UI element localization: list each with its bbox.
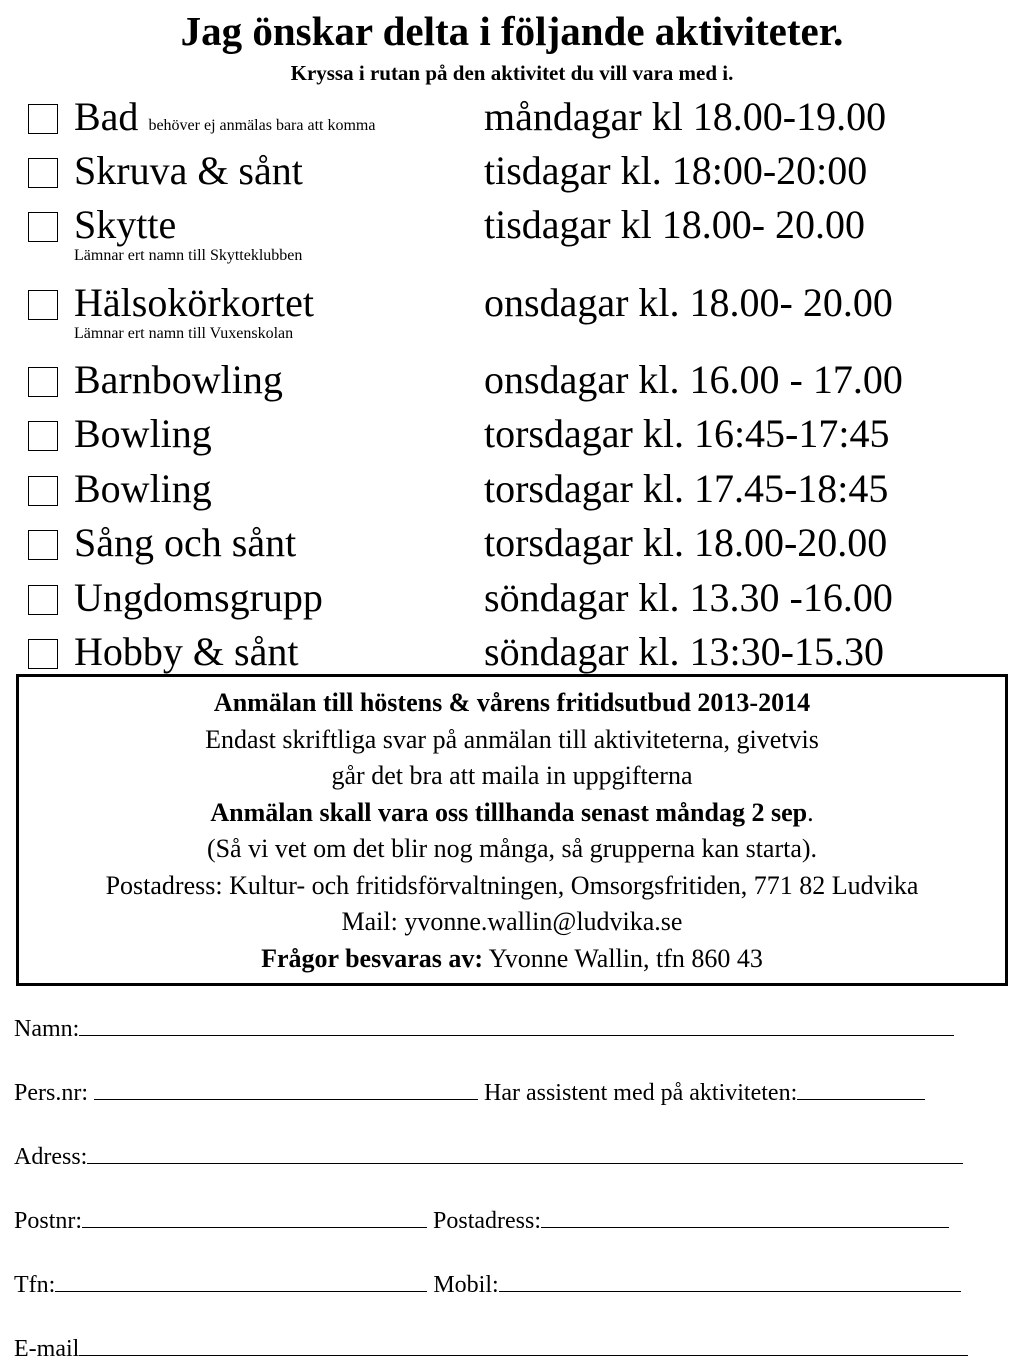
activity-name: Hobby & sånt — [74, 629, 299, 674]
activity-row-hobby — [28, 627, 1018, 677]
assistant-label: Har assistent med på aktiviteten: — [478, 1080, 798, 1106]
checkbox-halsokorkortet[interactable] — [28, 290, 58, 320]
activity-time: torsdagar kl. 16:45-17:45 — [484, 411, 890, 456]
email-field[interactable] — [79, 1333, 968, 1356]
postnr-label: Postnr: — [14, 1208, 83, 1234]
checkbox-bowling-1[interactable] — [28, 421, 58, 451]
name-field[interactable] — [79, 1013, 954, 1036]
info-deadline: Anmälan skall vara oss tillhanda senast måndag 2 sep. — [210, 797, 814, 827]
activity-name: Bowling — [74, 411, 212, 456]
activity-name: Sång och sånt — [74, 520, 297, 565]
page-title: Jag önskar delta i följande aktiviteter. — [180, 8, 844, 54]
activity-row-skytte — [28, 200, 1018, 264]
activity-name: Skytte — [74, 202, 177, 247]
activity-row-bowling-2 — [28, 464, 1018, 514]
info-mail: Mail: yvonne.wallin@ludvika.se — [341, 907, 683, 936]
info-questions: Frågor besvaras av: Yvonne Wallin, tfn 860 43 — [261, 943, 763, 973]
info-line-3: (Så vi vet om det blir nog många, så grupperna kan starta). — [206, 834, 818, 863]
phone-field[interactable] — [55, 1269, 427, 1292]
activity-name: Barnbowling — [74, 357, 283, 402]
info-line-1: Endast skriftliga svar på anmälan till aktiviteterna, givetvis — [205, 724, 819, 754]
activity-row-bowling-1 — [28, 409, 1018, 459]
checkbox-ungdomsgrupp[interactable] — [28, 585, 58, 615]
checkbox-skytte[interactable] — [28, 212, 58, 242]
activity-note: Lämnar ert namn till Vuxenskolan — [74, 325, 294, 342]
activity-row-sang — [28, 518, 1018, 568]
phone-label: Tfn: — [14, 1272, 56, 1298]
activity-name: Skruva & sånt — [74, 148, 303, 193]
info-box — [16, 674, 1008, 986]
postaddress-field[interactable] — [541, 1205, 949, 1228]
mobile-label: Mobil: — [427, 1272, 499, 1298]
activity-name: Ungdomsgrupp — [74, 575, 323, 620]
checkbox-sang[interactable] — [28, 530, 58, 560]
activity-time: torsdagar kl. 17.45-18:45 — [484, 466, 889, 511]
activity-note: Lämnar ert namn till Skytteklubben — [74, 247, 303, 264]
mobile-field[interactable] — [499, 1269, 961, 1292]
activity-time: torsdagar kl. 18.00-20.00 — [484, 520, 888, 565]
postnr-field[interactable] — [82, 1205, 427, 1228]
address-row — [14, 1141, 963, 1172]
activity-time: måndagar kl 18.00-19.00 — [484, 94, 887, 139]
checkbox-barnbowling[interactable] — [28, 367, 58, 397]
checkbox-hobby[interactable] — [28, 639, 58, 669]
activity-row-skruva — [28, 146, 1018, 196]
activity-time: tisdagar kl 18.00- 20.00 — [484, 202, 866, 247]
persnr-row — [14, 1077, 925, 1108]
address-field[interactable] — [87, 1141, 963, 1164]
info-postal-address: Postadress: Kultur- och fritidsförvaltningen, Omsorgsfritiden, 771 82 Ludvika — [105, 870, 919, 900]
checkbox-skruva[interactable] — [28, 158, 58, 188]
activity-row-ungdomsgrupp — [28, 573, 1018, 623]
page-subtitle: Kryssa i rutan på den aktivitet du vill vara med i. — [290, 61, 734, 85]
postaddress-label: Postadress: — [427, 1208, 542, 1234]
activity-time: onsdagar kl. 16.00 - 17.00 — [484, 357, 903, 402]
checkbox-bowling-2[interactable] — [28, 476, 58, 506]
address-label: Adress: — [14, 1144, 88, 1170]
activity-name: Bad behöver ej anmälas bara att komma — [74, 94, 376, 139]
name-row — [14, 1013, 954, 1044]
persnr-field[interactable] — [94, 1077, 478, 1100]
persnr-label: Pers.nr: — [14, 1080, 94, 1106]
activity-name: Hälsokörkortet — [74, 280, 314, 325]
activity-inline-note: behöver ej anmälas bara att komma — [148, 117, 376, 134]
activity-row-barnbowling — [28, 355, 1018, 405]
activity-name: Bowling — [74, 466, 212, 511]
email-row — [14, 1333, 968, 1364]
postnr-row — [14, 1205, 949, 1236]
info-line-2: går det bra att maila in uppgifterna — [331, 761, 693, 790]
activity-time: söndagar kl. 13.30 -16.00 — [484, 575, 893, 620]
name-label: Namn: — [14, 1016, 80, 1042]
checkbox-bad[interactable] — [28, 104, 58, 134]
activity-time: tisdagar kl. 18:00-20:00 — [484, 148, 868, 193]
activity-time: söndagar kl. 13:30-15.30 — [484, 629, 884, 674]
activity-row-bad — [28, 92, 1018, 142]
assistant-field[interactable] — [797, 1077, 925, 1100]
info-heading: Anmälan till höstens & vårens fritidsutbud 2013-2014 — [213, 688, 811, 717]
phone-row — [14, 1269, 961, 1300]
activity-row-halsokorkortet — [28, 278, 1018, 342]
email-label: E-mail — [14, 1336, 80, 1362]
activity-time: onsdagar kl. 18.00- 20.00 — [484, 280, 893, 325]
